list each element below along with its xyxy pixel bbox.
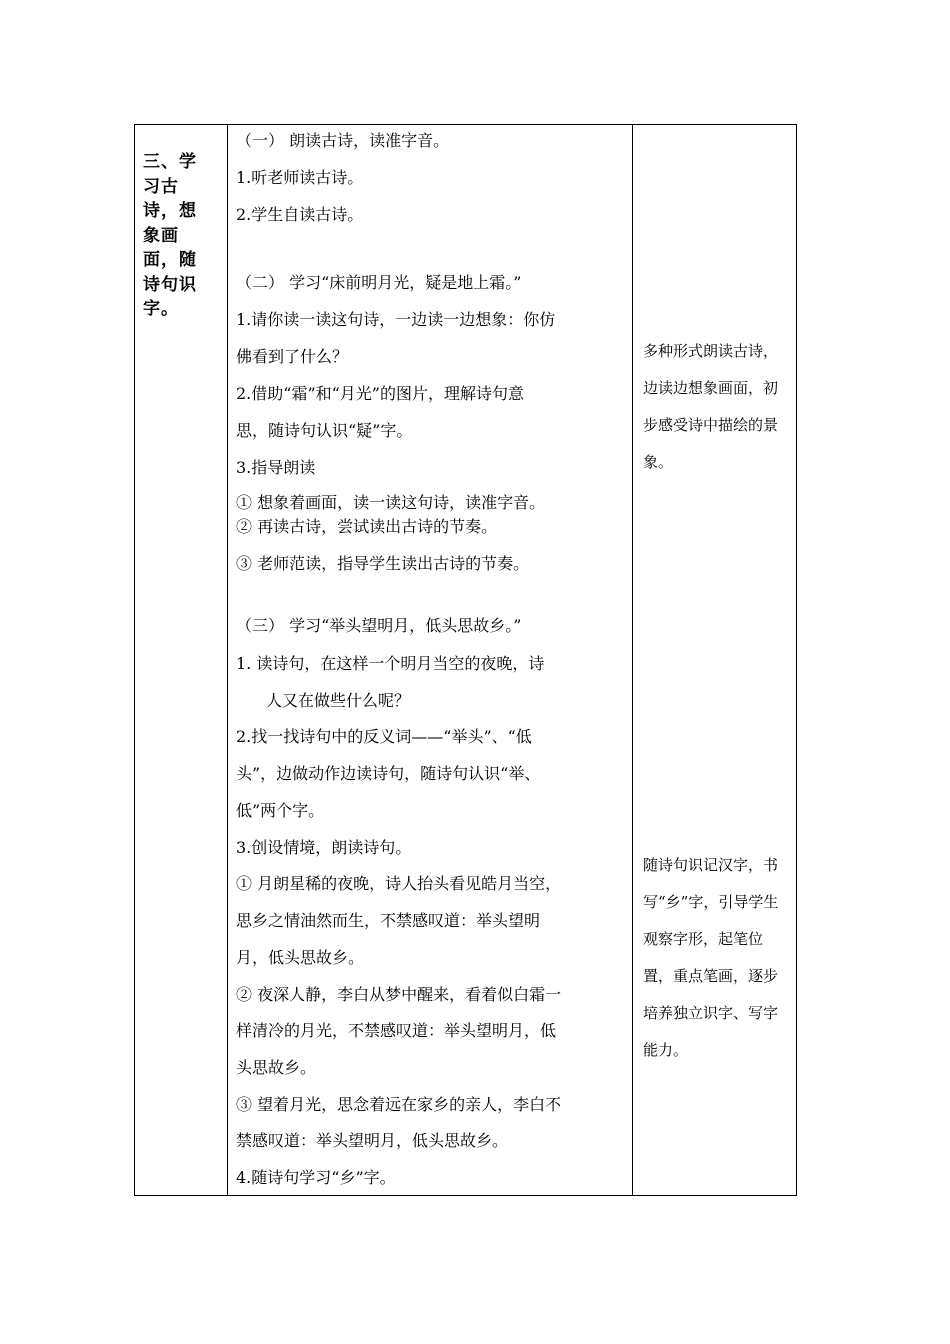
- text-line: 思，随诗句认识“疑”字。: [236, 421, 413, 440]
- text-line: 2.学生自读古诗。: [236, 205, 364, 224]
- text-line: 思乡之情油然而生，不禁感叹道：举头望明: [236, 911, 541, 930]
- text-line: 禁感叹道：举头望明月，低头思故乡。: [236, 1131, 509, 1150]
- section-heading: （二） 学习“床前明月光，疑是地上霜。”: [236, 273, 522, 292]
- section-heading: （三） 学习“举头望明月，低头思故乡。”: [236, 616, 522, 635]
- text-line: 1.听老师读古诗。: [236, 168, 364, 187]
- text-line: 2.找一找诗句中的反义词——“举头”、“低: [236, 727, 532, 746]
- text-line: 头思故乡。: [236, 1058, 317, 1077]
- column-divider: [227, 125, 228, 1195]
- text-line: 1. 读诗句，在这样一个明月当空的夜晚，诗: [236, 654, 545, 673]
- text-line: 样清冷的月光，不禁感叹道：举头望明月，低: [236, 1021, 557, 1040]
- text-line: ① 月朗星稀的夜晚，诗人抬头看见皓月当空，: [236, 874, 562, 893]
- text-line: 4.随诗句学习“乡”字。: [236, 1168, 396, 1187]
- design-note: 多种形式朗读古诗，边读边想象画面，初步感受诗中描绘的景象。: [643, 342, 779, 471]
- text-line: ② 再读古诗，尝试读出古诗的节奏。: [236, 517, 498, 536]
- text-line: 头”，边做动作边读诗句，随诗句认识“举、: [236, 764, 541, 783]
- text-line: 佛看到了什么？: [236, 347, 349, 366]
- text-line: 3.创设情境，朗读诗句。: [236, 838, 412, 857]
- text-line: ③ 老师范读，指导学生读出古诗的节奏。: [236, 554, 530, 573]
- design-note: 随诗句识记汉字，书写“乡”字，引导学生观察字形，起笔位置，重点笔画，逐步培养独立识字、写字能力。: [643, 856, 779, 1059]
- column-divider: [632, 125, 633, 1195]
- text-line: 人又在做些什么呢？: [266, 691, 411, 710]
- text-line: 3.指导朗读: [236, 458, 316, 477]
- stage-title: 三、学习古诗，想象画面，随诗句识字。: [143, 152, 197, 319]
- text-line: 2.借助“霜”和“月光”的图片，理解诗句意: [236, 384, 524, 403]
- text-line: ① 想象着画面，读一读这句诗，读准字音。: [236, 493, 546, 512]
- text-line: ③ 望着月光，思念着远在家乡的亲人，李白不: [236, 1095, 562, 1114]
- text-line: 低”两个字。: [236, 801, 325, 820]
- text-line: 月，低头思故乡。: [236, 948, 365, 967]
- text-line: 1.请你读一读这句诗，一边读一边想象：你仿: [236, 310, 556, 329]
- section-heading: （一） 朗读古诗，读准字音。: [236, 131, 450, 150]
- text-line: ② 夜深人静，李白从梦中醒来，看着似白霜一: [236, 985, 562, 1004]
